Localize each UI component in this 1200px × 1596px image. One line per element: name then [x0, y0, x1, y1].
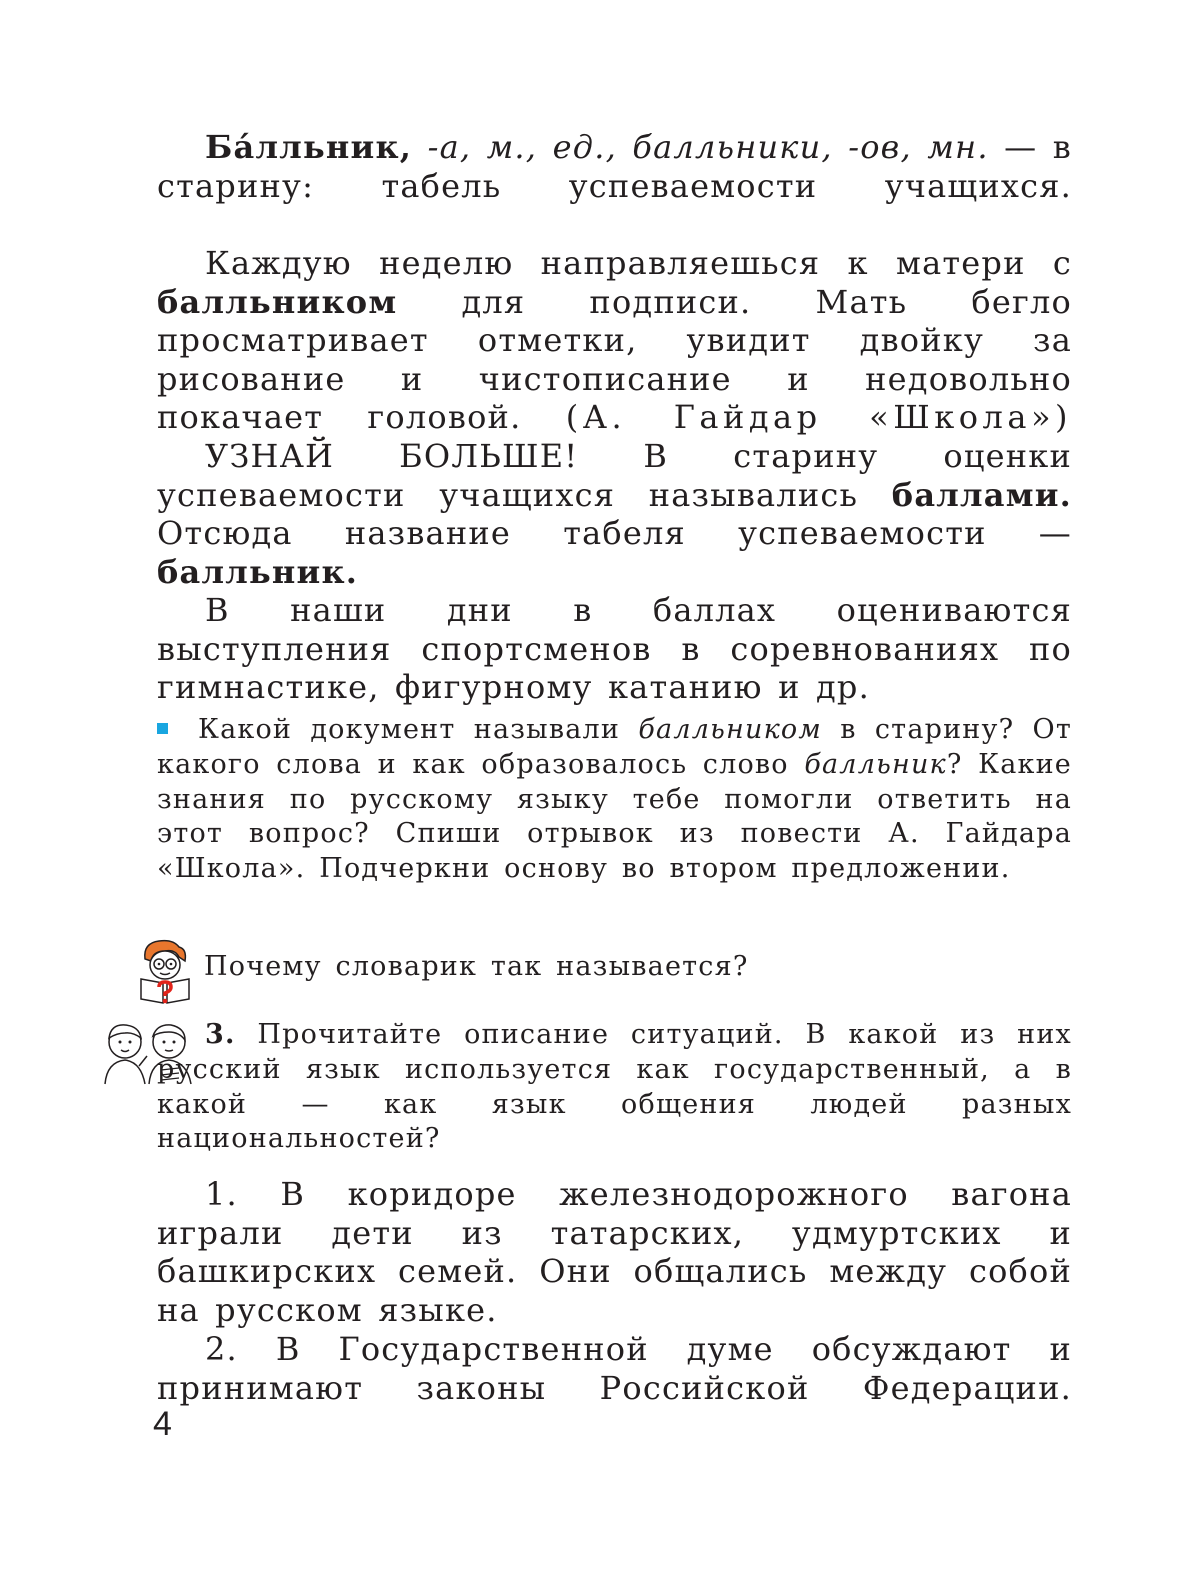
modern-usage-block: [157, 591, 1072, 707]
quote-bold-word: балльником: [157, 282, 398, 321]
quote-block: [157, 244, 1072, 437]
task-paragraph: [157, 713, 1072, 887]
learn-more-bold: балльник.: [157, 552, 359, 591]
situation-2-block: [157, 1330, 1072, 1407]
task-italic: балльником: [638, 714, 822, 745]
question-text: Почему словарик так называется?: [204, 951, 749, 982]
reading-boy-question-icon: [133, 937, 197, 1005]
question-block: [204, 950, 1072, 985]
task-italic: балльник: [804, 748, 947, 780]
entry-grammar: -а, м., ед., балльники, -ов, мн.: [427, 128, 989, 166]
entry-definition: — в старину: табель успеваемости учащихся.: [157, 128, 1073, 205]
learn-more-lead: УЗНАЙ БОЛЬШЕ!: [205, 437, 579, 475]
learn-more-block: [157, 437, 1072, 591]
learn-more-paragraph: [157, 437, 1072, 591]
entry-paragraph: [157, 128, 1072, 205]
situation-1: 1. В коридоре железнодорожного вагона играли дети из татарских, удмуртских и башкирских семей. Они общались между собой на русском языке.: [157, 1175, 1072, 1329]
page-number: 4: [153, 1405, 172, 1443]
quote-source: (А. Гайдар «Школа»): [565, 398, 1073, 437]
situation-2: 2. В Государственной думе обсуждают и принимают законы Российской Федерации.: [157, 1330, 1072, 1407]
task-text: ? Какие знания по русскому языку тебе помогли ответить на этот вопрос? Спиши отрывок из повести А. Гайдара «Школа». Подчеркни основу во втором предложении.: [157, 748, 1072, 885]
situation-1-block: [157, 1175, 1072, 1329]
quote-text: Каждую неделю направляешься к матери с: [205, 244, 1072, 282]
quote-paragraph: [157, 244, 1072, 437]
entry-headword: Ба́лльник,: [205, 128, 413, 166]
learn-more-text: Отсюда название табеля успеваемости —: [157, 514, 1072, 553]
task-block: [157, 713, 1072, 887]
task-text: в старину? От какого слова и как образовалось слово: [157, 714, 1072, 780]
exercise-text: Прочитайте описание ситуаций. В какой из них русский язык используется как государственный, а в какой — как язык общения людей разных национальностей?: [157, 1019, 1072, 1155]
learn-more-text: В старину оценки успеваемости учащихся назывались: [157, 437, 1072, 514]
modern-usage-paragraph: В наши дни в баллах оцениваются выступления спортсменов в соревнованиях по гимнастике, фигурному катанию и др.: [157, 591, 1072, 707]
exercise-block: [157, 1018, 1072, 1157]
exercise-paragraph: [157, 1018, 1072, 1157]
exercise-number: 3.: [205, 1019, 236, 1050]
learn-more-bold: баллами.: [891, 475, 1072, 514]
task-bullet-icon: [157, 723, 168, 734]
quote-text: для подписи. Мать бегло просматривает отметки, увидит двойку за рисование и чистописание и недовольно покачает головой.: [157, 282, 1072, 437]
dictionary-entry: [157, 128, 1072, 205]
task-text: Какой документ называли: [198, 714, 621, 745]
